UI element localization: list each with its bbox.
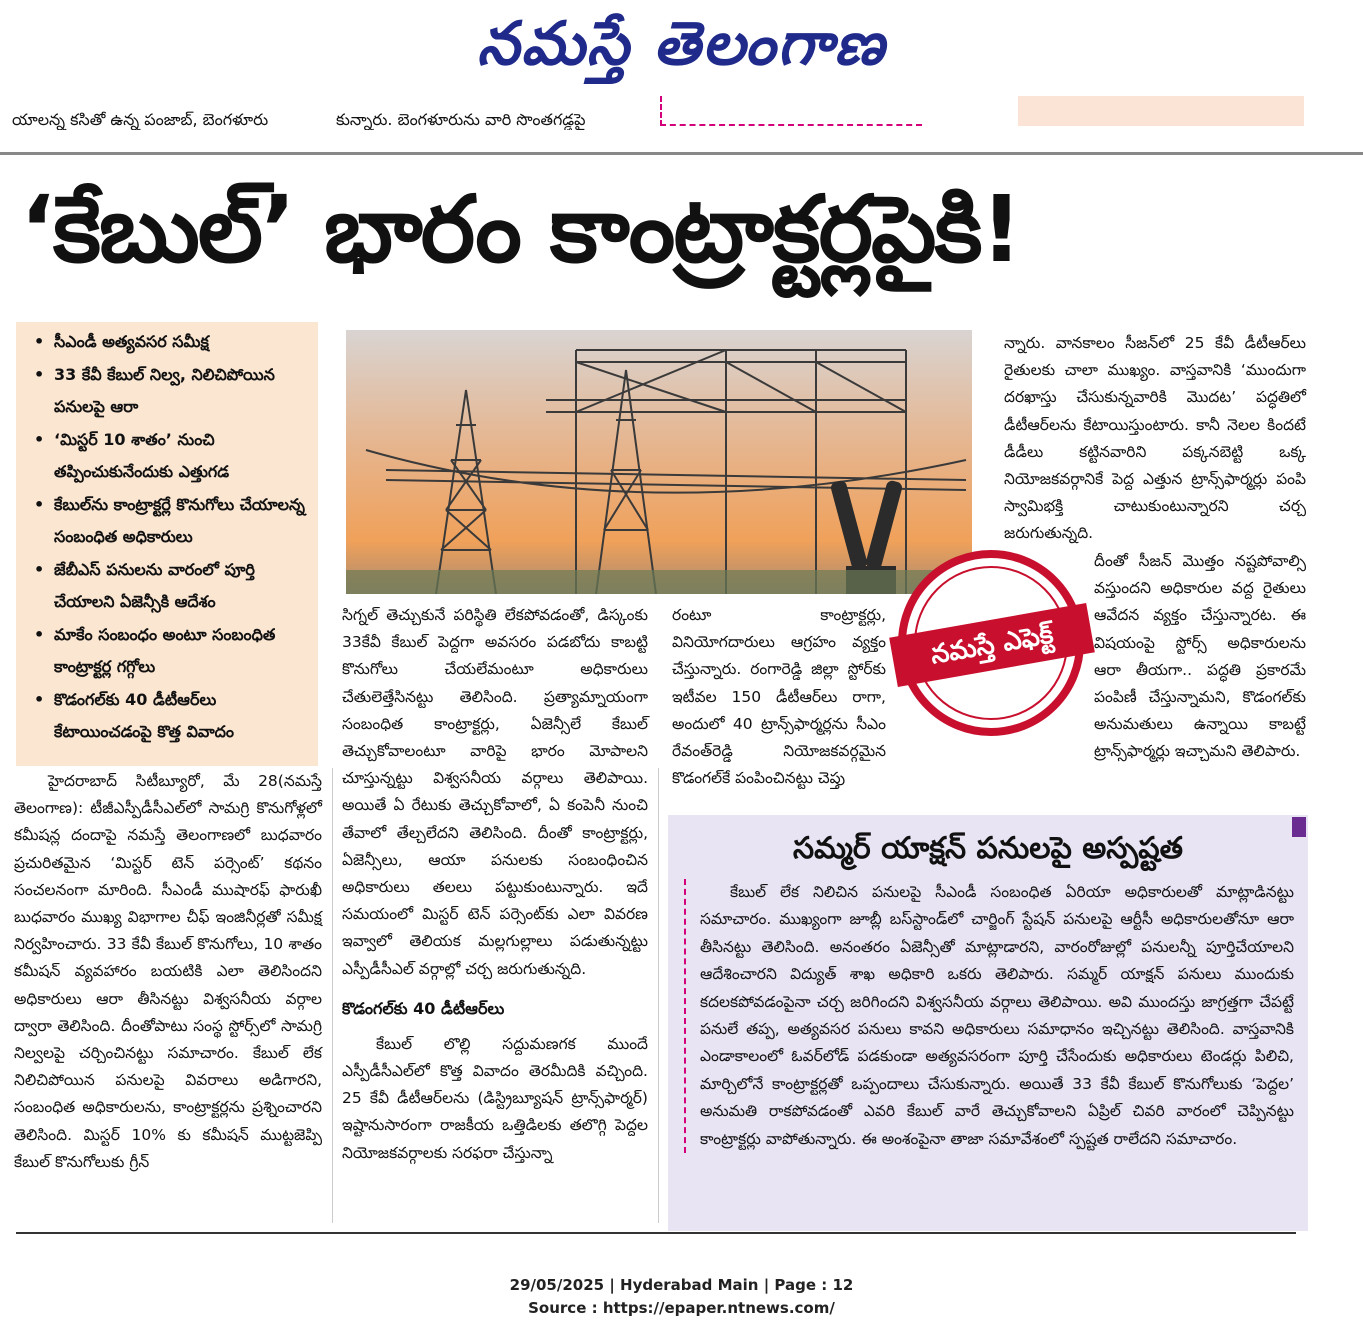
article-paragraph: సిగ్నల్‌ తెచ్చుకునే పరిస్థితి లేకపోవడంతో, డిస్కంకు 33కేవీ కేబుల్‌ పెద్దగా అవసరం పడబోదు కాబట్టి కొనుగోలు చేయలేమంటూ అధికారులు చేతులెత్తేసినట్టు తెలిసింది. ప్రత్యామ్నాయంగా సంబంధిత కాంట్రాక్టర్లు, ఏజెన్సీలే కేబుల్‌ తెచ్చుకోవాలంటూ వారిపై భారం మోపాలని చూస్తున్నట్టు విశ్వసనీయ వర్గాలు తెలిపాయి. అయితే ఏ రేటుకు తెచ్చుకోవాలో, ఏ కంపెనీ నుంచి తేవాలో తేల్చలేదని తెలిసింది. దీంతో కాంట్రాక్టర్లు, ఏజెన్సీలు, ఆయా పనులకు సంబంధించిన అధికారులు తలలు పట్టుకుంటున్నారు. ఇదే సమయంలో మిస్టర్‌ టెన్‌ పర్సెంట్‌కు ఎలా వివరణ ఇవ్వాలో తెలియక మల్లగుల్లాలు పడుతున్నట్టు ఎస్పీడీసీఎల్‌ వర్గాల్లో చర్చ జరుగుతున్నది. [342, 606, 648, 978]
column-divider [332, 768, 333, 1223]
highlights-list [26, 326, 308, 749]
namaste-effect-seal [898, 550, 1084, 736]
highlight-item: • కొడంగల్‌కు 40 డీటీఆర్‌లు కేటాయించడంపై కొత్త వివాదం [26, 684, 308, 749]
top-strip-col2: కున్నారు. బెంగళూరును వారి సొంతగడ్డపై [336, 110, 586, 129]
article-column-4 [1004, 330, 1306, 548]
article-paragraph: కేబుల్‌ లేక నిలిచిన పనులపై సీఎండీ సంబంధిత ఏరియా అధికారులతో మాట్లాడినట్టు సమాచారం. ముఖ్యంగా జూబ్లీ బస్‌స్టాండ్‌లో చార్జింగ్‌ స్టేషన్‌ పనులపై ఆర్టీసీ అధికారులతోనూ ఆరా తీసినట్టు తెలిసింది. అనంతరం ఏజెన్సీతో మాట్లాడారని, వారంరోజుల్లో పనులన్నీ పూర్తిచేయాలని ఆదేశించారని విద్యుత్‌ శాఖ అధికారి ఒకరు తెలిపారు. సమ్మర్‌ యాక్షన్‌ పనులు ముందుకు కదలకపోవడంపైనా చర్చ జరిగిందని విశ్వసనీయ వర్గాలు తెలిపాయి. అవి ముందస్తు జాగ్రత్తగా చేపట్టే పనులే తప్ప, అత్యవసర పనులు కావని అధికారులు సమాధానం ఇచ్చినట్టు తెలిసింది. వాస్తవానికి ఎండాకాలంలో ఓవర్‌లోడ్‌ పడకుండా అత్యవసరంగా పూర్తి చేసేందుకు అధికారులు టెండర్లు పిలిచి, మార్చిలోనే కాంట్రాక్టర్లతో ఒప్పందాలు చేసుకున్నారు. అయితే 33 కేవీ కేబుల్‌ కొనుగోలుకు ‘పెద్దల’ అనుమతి రాకపోవడంతో ఎవరి కేబుల్‌ వారే తెచ్చుకోవాలని ఏప్రిల్‌ చివరి వారంలో చెప్పినట్టు కాంట్రాక్టర్లు వాపోతున్నారు. ఈ అంశంపైనా తాజా సమావేశంలో స్పష్టత రాలేదని సమాచారం. [700, 883, 1294, 1148]
article-paragraph: కేబుల్‌ లొల్లి సద్దుమణగక ముందే ఎస్పీడీసీఎల్‌లో కొత్త వివాదం తెరమీదికి వచ్చింది. 25 కేవీ డీటీఆర్‌లను (డిస్ట్రిబ్యూషన్‌ ట్రాన్స్‌ఫార్మర్‌) ఇష్టానుసారంగా రాజకీయ ఒత్తిడిలకు తలొగ్గి పెద్దల నియోజకవర్గాలకు సరఫరా చేస్తున్నా [342, 1034, 648, 1162]
dashed-box-decor [660, 96, 922, 126]
headline: ‘కేబుల్‌’ భారం కాంట్రాక్టర్లపైకి! [20, 176, 1021, 283]
edition-info: 29/05/2025 | Hyderabad Main | Page : 12 [509, 1276, 854, 1294]
column-divider [658, 768, 659, 1223]
highlight-item: • ‘మిస్టర్‌ 10 శాతం’ నుంచి తప్పించుకునేందుకు ఎత్తుగడ [26, 424, 308, 489]
highlight-item: • 33 కేవీ కేబుల్‌ నిల్వ, నిలిచిపోయిన పనులపై ఆరా [26, 359, 308, 424]
article-paragraph: రంటూ కాంట్రాక్టర్లు, వినియోగదారులు ఆగ్రహం వ్యక్తం చేస్తున్నారు. రంగారెడ్డి జిల్లా స్టోర్‌కు ఇటీవల 150 డీటీఆర్‌లు రాగా, అందులో 40 ట్రాన్స్‌ఫార్మర్లను సీఎం రేవంత్‌రెడ్డి నియోజకవర్గమైన కొడంగల్‌కే పంపించినట్టు చెప్తు [672, 606, 886, 788]
article-column-3 [672, 602, 886, 792]
source-link[interactable]: Source : https://epaper.ntnews.com/ [528, 1299, 835, 1317]
top-strip-col1: యాలన్న కసితో ఉన్న పంజాబ్‌, బెంగళూరు [12, 110, 269, 129]
highlight-item: • జేబీఎస్‌ పనులను వారంలో పూర్తి చేయాలని ఏజెన్సీకి ఆదేశం [26, 554, 308, 619]
page-footer [0, 1274, 1363, 1320]
summer-box-body [684, 879, 1294, 1153]
article-column-4-cont [1094, 548, 1306, 766]
summer-action-box [668, 815, 1308, 1231]
summer-box-title: సమ్మర్‌ యాక్షన్‌ పనులపై అస్పష్టత [793, 831, 1183, 866]
power-substation-photo [346, 330, 972, 594]
article-column-2 [342, 602, 648, 1167]
highlight-item: • కేబుల్‌ను కాంట్రాక్టర్లే కొనుగోలు చేయాలన్న సంబంధిత అధికారులు [26, 489, 308, 554]
substation-illustration [346, 330, 972, 594]
article-paragraph: హైదరాబాద్‌ సిటీబ్యూరో, మే 28(నమస్తే తెలంగాణ): టీజీఎస్పీడీసీఎల్‌లో సామగ్రి కొనుగోళ్లలో కమీషన్ల దందాపై నమస్తే తెలంగాణలో బుధవారం ప్రచురితమైన ‘మిస్టర్‌ టెన్‌ పర్సెంట్‌’ కథనం సంచలనంగా మారింది. సీఎండీ ముషారఫ్‌ ఫారుఖీ బుధవారం ముఖ్య విభాగాల చీఫ్‌ ఇంజినీర్లతో సమీక్ష నిర్వహించారు. 33 కేవీ కేబుల్‌ కొనుగోలు, 10 శాతం కమీషన్‌ వ్యవహారం బయటికి ఎలా తెలిసిందని అధికారులు ఆరా తీసినట్టు విశ్వసనీయ వర్గాల ద్వారా తెలిసింది. దీంతోపాటు సంస్థ స్టోర్స్‌లో సామగ్రి నిల్వలపై చర్చించినట్టు సమాచారం. కేబుల్‌ లేక నిలిచిపోయిన పనులపై వివరాలు అడిగారని, సంబంధిత అధికారులను, కాంట్రాక్టర్లను ప్రశ్నించారని తెలిసింది. మిస్టర్‌ 10% కు కమీషన్‌ ముట్టజెప్పి కేబుల్‌ కొనుగోలుకు గ్రీన్‌ [14, 772, 322, 1171]
highlights-box [16, 322, 318, 766]
article-paragraph: న్నారు. వానకాలం సీజన్‌లో 25 కేవీ డీటీఆర్‌లు రైతులకు చాలా ముఖ్యం. వాస్తవానికి ‘ముందుగా దరఖాస్తు చేసుకున్నవారికి మొదట’ పద్ధతిలో డీటీఆర్‌లను కేటాయిస్తుంటారు. కానీ నెలల కిందటే డీడీలు కట్టినవారిని పక్కనబెట్టి ఒక్క నియోజకవర్గానికే పెద్ద ఎత్తున ట్రాన్స్‌ఫార్మర్లు పంపి స్వామిభక్తి చాటుకుంటున్నారని చర్చ జరుగుతున్నది. [1004, 334, 1306, 543]
bottom-divider [16, 1232, 1296, 1234]
highlight-item: • సీఎండీ అత్యవసర సమీక్ష [26, 326, 308, 359]
seal-label: నమస్తే ఎఫెక్ట్‌ [889, 603, 1095, 687]
top-divider [0, 152, 1363, 155]
masthead-logo: నమస్తే తెలంగాణ [476, 9, 887, 79]
article-paragraph: దీంతో సీజన్‌ మొత్తం నష్టపోవాల్సి వస్తుందని అధికారుల వద్ద రైతులు ఆవేదన వ్యక్తం చేస్తున్నారట. ఈ విషయంపై స్టోర్స్‌ అధికారులను ఆరా తీయగా.. పద్ధతి ప్రకారమే పంపిణీ చేస్తున్నామని, కొడంగల్‌కు అనుమతులు ఉన్నాయి కాబట్టే ట్రాన్స్‌ఫార్మర్లు ఇచ్చామని తెలిపారు. [1094, 552, 1306, 761]
top-peach-box [1018, 96, 1304, 126]
highlight-item: • మాకేం సంబంధం అంటూ సంబంధిత కాంట్రాక్టర్ల గగ్గోలు [26, 619, 308, 684]
subheading-kodangal: కొడంగల్‌కు 40 డీటీఆర్‌లు [342, 998, 505, 1018]
article-column-1 [14, 768, 322, 1176]
